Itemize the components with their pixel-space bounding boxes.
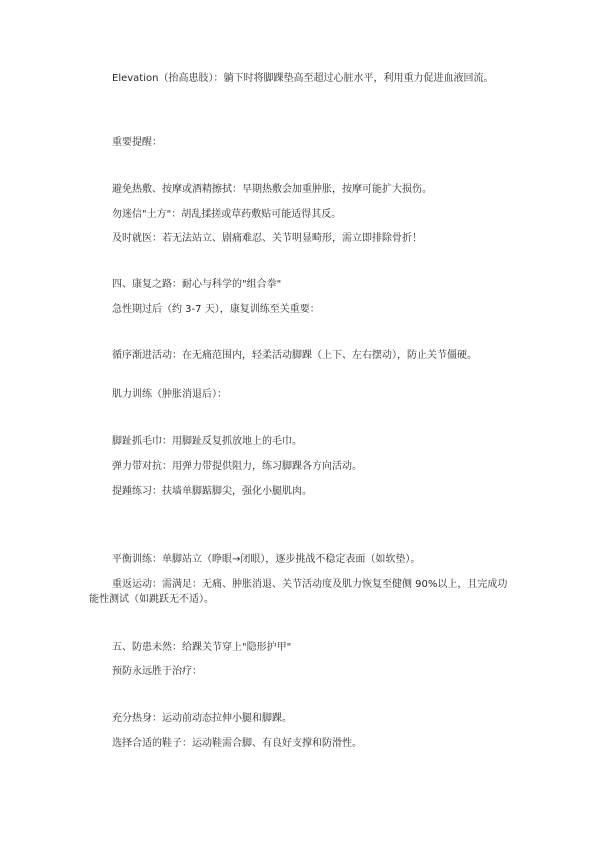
paragraph-towel-grab: 脚趾抓毛巾：用脚趾反复抓放地上的毛巾。 <box>112 436 302 447</box>
paragraph-balance-training: 平衡训练：单脚站立（睁眼→闭眼），逐步挑战不稳定表面（如软垫）。 <box>112 554 421 565</box>
paragraph-gradual-activity: 循序渐进活动：在无痛范围内，轻柔活动脚踝（上下、左右摆动），防止关节僵硬。 <box>112 350 477 361</box>
paragraph-return-to-sport: 重返运动：需满足：无痛、肿胀消退、关节活动度及肌力恢复至健侧 90%以上，且完成功能性测试（如跳跃无不适）。 <box>89 579 508 605</box>
paragraph-important-reminder-heading: 重要提醒： <box>112 137 162 148</box>
paragraph-elevation: Elevation（抬高患肢）：躺下时将脚踝垫高至超过心脏水平，利用重力促进血液回流。 <box>112 73 494 84</box>
paragraph-strength-training: 肌力训练（肿胀消退后）： <box>112 389 227 400</box>
paragraph-see-doctor: 及时就医：若无法站立、剧痛难忍、关节明显畸形，需立即排除骨折！ <box>112 233 422 244</box>
section-heading-rehabilitation: 四、康复之路：耐心与科学的"组合拳" <box>112 279 282 290</box>
paragraph-avoid-heat: 避免热敷、按摩或酒精擦拭：早期热敷会加重肿胀，按摩可能扩大损伤。 <box>112 184 432 195</box>
paragraph-after-acute-phase: 急性期过后（约 3-7 天），康复训练至关重要： <box>112 304 320 315</box>
paragraph-resistance-band: 弹力带对抗：用弹力带提供阻力，练习脚踝各方向活动。 <box>112 461 362 472</box>
section-heading-prevention: 五、防患未然：给踝关节穿上"隐形护甲" <box>112 642 292 653</box>
paragraph-prevention-better: 预防永远胜于治疗： <box>112 666 202 677</box>
paragraph-warm-up: 充分热身：运动前动态拉伸小腿和脚踝。 <box>112 713 292 724</box>
paragraph-folk-remedies: 勿迷信"土方"：胡乱揉搓或草药敷贴可能适得其反。 <box>112 209 342 220</box>
paragraph-heel-raise: 提踵练习：扶墙单脚踮脚尖，强化小腿肌肉。 <box>112 486 312 497</box>
paragraph-choose-shoes: 选择合适的鞋子：运动鞋需合脚、有良好支撑和防滑性。 <box>112 738 362 749</box>
